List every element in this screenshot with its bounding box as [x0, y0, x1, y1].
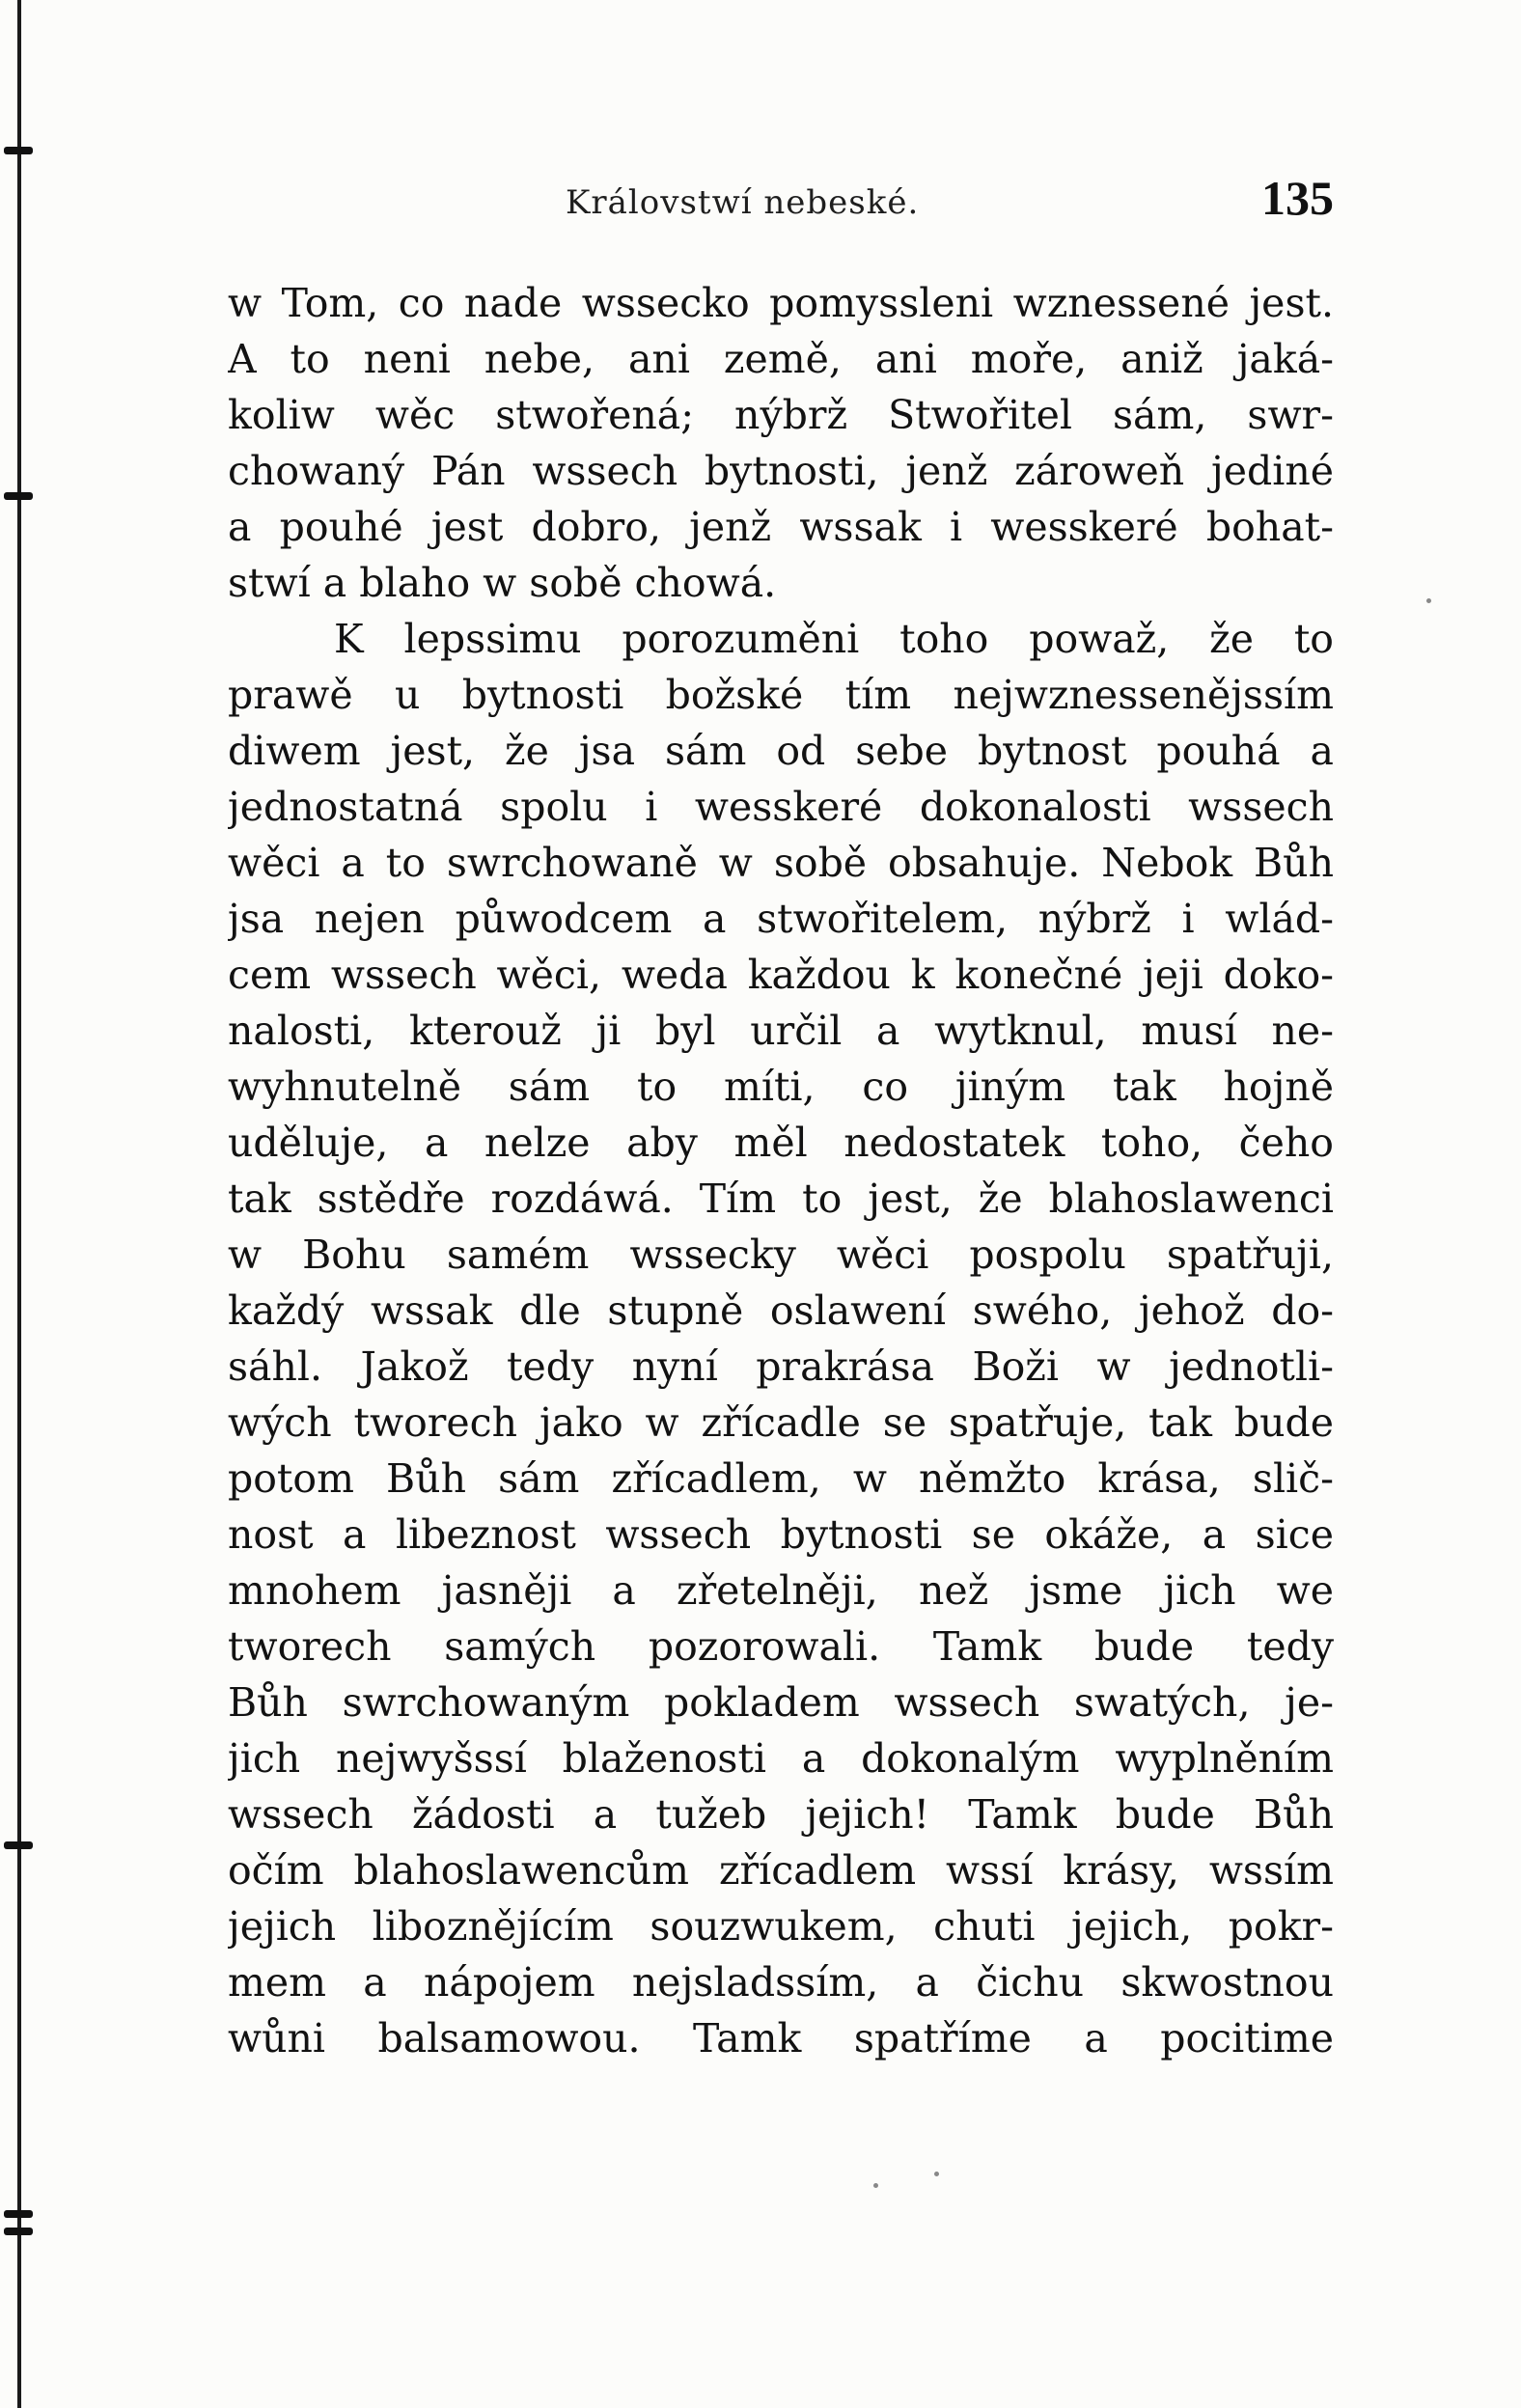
text-line: tworech samých pozorowali. Tamk bude tedy — [228, 1623, 1334, 1670]
binding-mark — [4, 492, 33, 500]
text-line: očím blahoslawencům zřícadlem wssí krásy, wssím — [228, 1847, 1334, 1894]
text-line: mem a nápojem nejsladssím, a čichu skwostnou — [228, 1959, 1334, 2006]
text-line: jich nejwyšssí blaženosti a dokonalým wyplněním — [228, 1735, 1334, 1782]
binding-mark — [4, 1841, 33, 1849]
paragraph-first-line: K lepssimu porozuměni toho powaž, že to — [334, 616, 1334, 662]
paper-speck — [1426, 598, 1431, 603]
page-number: 135 — [1261, 171, 1334, 225]
text-line: jejich liboznějícím souzwukem, chuti jejich, pokr- — [228, 1903, 1334, 1950]
text-line: A to neni nebe, ani země, ani moře, aniž jaká- — [228, 336, 1334, 382]
text-line: Bůh swrchowaným pokladem wssech swatých, je- — [228, 1679, 1334, 1726]
text-line: wssech žádosti a tužeb jejich! Tamk bude Bůh — [228, 1791, 1334, 1838]
text-line: wých tworech jako w zřícadle se spatřuje, tak bude — [228, 1399, 1334, 1446]
text-line: nost a libeznost wssech bytnosti se okáže, a sice — [228, 1511, 1334, 1558]
page-binding-edge — [0, 0, 39, 2408]
text-line: chowaný Pán wssech bytnosti, jenž zároweň jediné — [228, 448, 1334, 494]
text-line: potom Bůh sám zřícadlem, w němžto krása, slič- — [228, 1455, 1334, 1502]
text-line: nalosti, kterouž ji byl určil a wytknul, musí ne- — [228, 1008, 1334, 1054]
text-line: uděluje, a nelze aby měl nedostatek toho, čeho — [228, 1120, 1334, 1166]
text-line: a pouhé jest dobro, jenž wssak i wesskeré bohat- — [228, 504, 1334, 550]
body-text — [228, 275, 1334, 2066]
text-line: mnohem jasněji a zřetelněji, než jsme jich we — [228, 1567, 1334, 1614]
text-line: koliw wěc stwořená; nýbrž Stwořitel sám, swr- — [228, 392, 1334, 438]
binding-line — [17, 0, 21, 2408]
page-header — [228, 164, 1334, 232]
text-line: prawě u bytnosti božské tím nejwznessenějssím — [228, 672, 1334, 718]
text-line: stwí a blaho w sobě chowá. — [228, 560, 777, 606]
text-line: každý wssak dle stupně oslawení swého, jehož do- — [228, 1287, 1334, 1334]
running-title: Královstwí nebeské. — [566, 183, 920, 222]
binding-mark — [4, 2228, 33, 2235]
text-line: wůni balsamowou. Tamk spatříme a pocitime — [228, 2015, 1334, 2062]
text-line: w Tom, co nade wssecko pomyssleni wznessené jest. — [228, 280, 1334, 326]
binding-mark — [4, 2210, 33, 2218]
text-line: sáhl. Jakož tedy nyní prakrása Boži w jednotli- — [228, 1343, 1334, 1390]
text-line: jednostatná spolu i wesskeré dokonalosti wssech — [228, 784, 1334, 830]
binding-mark — [4, 147, 33, 154]
text-line: wěci a to swrchowaně w sobě obsahuje. Nebok Bůh — [228, 840, 1334, 886]
text-line: tak sstědře rozdáwá. Tím to jest, že blahoslawenci — [228, 1176, 1334, 1222]
text-line: cem wssech wěci, weda každou k konečné jeji doko- — [228, 952, 1334, 998]
text-line: wyhnutelně sám to míti, co jiným tak hojně — [228, 1064, 1334, 1110]
text-line: diwem jest, že jsa sám od sebe bytnost pouhá a — [228, 728, 1334, 774]
paper-speck — [873, 2183, 878, 2188]
paper-speck — [934, 2172, 939, 2176]
text-line: jsa nejen půwodcem a stwořitelem, nýbrž i wlád- — [228, 896, 1334, 942]
text-line: w Bohu samém wssecky wěci pospolu spatřuji, — [228, 1232, 1334, 1278]
